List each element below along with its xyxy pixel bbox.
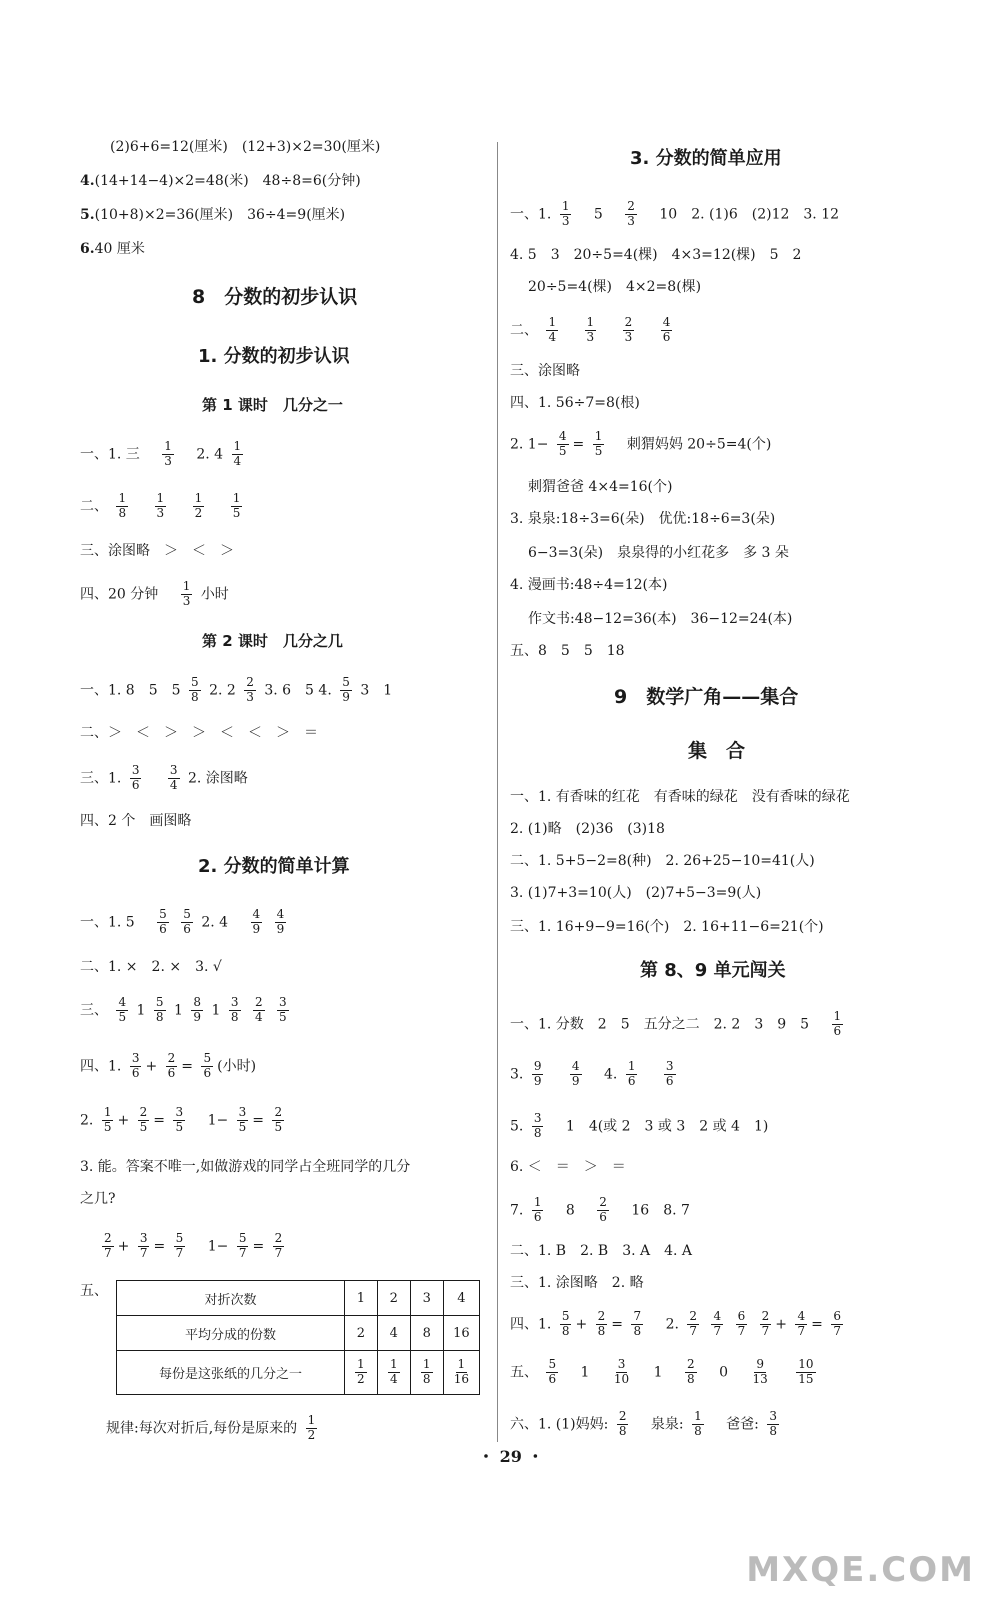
answer-line: 20÷5=4(棵) 4×2=8(棵) bbox=[528, 279, 702, 295]
table-cell: 对折次数 bbox=[117, 1281, 345, 1316]
watermark: MXQE.COM bbox=[746, 1550, 975, 1590]
section-title: 1. 分数的初步认识 bbox=[198, 346, 350, 367]
answer-line: 三、1. 16+9−9=16(个) 2. 16+11−6=21(个) bbox=[510, 919, 824, 935]
table-cell: $\frac{1}{4}$ bbox=[377, 1351, 410, 1395]
section-title: 3. 分数的简单应用 bbox=[630, 148, 782, 169]
answer-line: 一、1. 5 $\frac{5}{6}$ $\frac{5}{6}$ 2. 4 $\frac{4}{9}$ $\frac{4}{9}$ bbox=[80, 907, 285, 936]
answer-line: 6−3=3(朵) 泉泉得的小红花多 多 3 朵 bbox=[528, 545, 789, 561]
answer-line: 2. 1− $\frac{4}{5}$ = $\frac{1}{5}$ 刺猬妈妈 20÷5=4(个) bbox=[510, 429, 772, 458]
answer-line: 一、1. 有香味的红花 有香味的绿花 没有香味的绿花 bbox=[510, 789, 850, 805]
answer-line: 二、＞ ＜ ＞ ＞ ＜ ＜ ＞ ＝ bbox=[80, 725, 318, 741]
answer-line: 规律:每次对折后,每份是原来的 $\frac{1}{2}$ bbox=[106, 1413, 316, 1442]
table-cell: 4 bbox=[377, 1316, 410, 1351]
answer-line: 二、1. B 2. B 3. A 4. A bbox=[510, 1243, 693, 1259]
table-cell: 平均分成的份数 bbox=[117, 1316, 345, 1351]
answer-line: 2. $\frac{1}{5}$ + $\frac{2}{5}$ = $\frac{3}{5}$ 1− $\frac{3}{5}$ = $\frac{2}{5}$ bbox=[80, 1105, 283, 1134]
answer-line: 二、1. × 2. × 3. √ bbox=[80, 959, 222, 975]
table-row bbox=[117, 1316, 480, 1351]
table-cell: 2 bbox=[344, 1316, 377, 1351]
page-number: ・ 29 ・ bbox=[478, 1447, 544, 1466]
answer-line: 4. 漫画书:48÷4=12(本) bbox=[510, 577, 668, 593]
table-cell: 4 bbox=[443, 1281, 479, 1316]
answer-line: 4.(14+14−4)×2=48(米) 48÷8=6(分钟) bbox=[80, 173, 361, 189]
answer-line: 五、8 5 5 18 bbox=[510, 643, 625, 659]
answer-line: 5. $\frac{3}{8}$ 1 4(或 2 3 或 3 2 或 4 1) bbox=[510, 1111, 769, 1140]
answer-line: 三、涂图略 bbox=[510, 363, 580, 379]
answer-line: 三、1. 涂图略 2. 略 bbox=[510, 1275, 644, 1291]
answer-line: 6. ＜ ＝ ＞ ＝ bbox=[510, 1159, 626, 1175]
unit-title: 8 分数的初步认识 bbox=[192, 286, 358, 308]
table-cell: 8 bbox=[410, 1316, 443, 1351]
table-cell: $\frac{1}{2}$ bbox=[344, 1351, 377, 1395]
answer-line: 四、20 分钟 $\frac{1}{3}$ 小时 bbox=[80, 579, 229, 608]
table-cell: 2 bbox=[377, 1281, 410, 1316]
answer-line: 一、1. 分数 2 5 五分之二 2. 2 3 9 5 $\frac{1}{6}$ bbox=[510, 1009, 842, 1038]
answer-line: 作文书:48−12=36(本) 36−12=24(本) bbox=[528, 611, 793, 627]
table-cell: 3 bbox=[410, 1281, 443, 1316]
answer-line: 3. 泉泉:18÷3=6(朵) 优优:18÷6=3(朵) bbox=[510, 511, 776, 527]
lesson-title: 第 2 课时 几分之几 bbox=[202, 632, 343, 650]
answer-line: 一、1. 8 5 5 $\frac{5}{8}$ 2. 2 $\frac{2}{3}$ 3. 6 5 4. $\frac{5}{9}$ 3 1 bbox=[80, 675, 393, 704]
table-row bbox=[117, 1351, 480, 1395]
table-cell: 1 bbox=[344, 1281, 377, 1316]
answer-line: 六、1. (1)妈妈: $\frac{2}{8}$ 泉泉: $\frac{1}{8}$ 爸爸: $\frac{3}{8}$ bbox=[510, 1409, 777, 1438]
answer-line: 四、1. $\frac{5}{8}$ + $\frac{2}{8}$ = $\frac{7}{8}$ 2. $\frac{2}{7}$ $\frac{4}{7}$ $\frac{6}{7}$ $\frac{2}{7}$ + $\frac{4}{7}$ = $\frac{6}{7}$ bbox=[510, 1309, 841, 1338]
answer-line: 5.(10+8)×2=36(厘米) 36÷4=9(厘米) bbox=[80, 207, 346, 223]
answer-line: 一、1. 三 $\frac{1}{3}$ 2. 4 $\frac{1}{4}$ bbox=[80, 439, 242, 468]
answer-line: 之几? bbox=[80, 1191, 116, 1207]
folding-table bbox=[116, 1280, 480, 1395]
answer-line: 三、 $\frac{4}{5}$ 1 $\frac{5}{8}$ 1 $\frac{8}{9}$ 1 $\frac{3}{8}$ $\frac{2}{4}$ $\frac{3}{5}$ bbox=[80, 995, 287, 1024]
answer-line: 四、1. 56÷7=8(根) bbox=[510, 395, 640, 411]
table-cell: $\frac{1}{16}$ bbox=[443, 1351, 479, 1395]
answer-line: 二、 $\frac{1}{8}$ $\frac{1}{3}$ $\frac{1}{2}$ $\frac{1}{5}$ bbox=[80, 491, 241, 520]
answer-line: 6.40 厘米 bbox=[80, 241, 145, 257]
answer-line: $\frac{2}{7}$ + $\frac{3}{7}$ = $\frac{5}{7}$ 1− $\frac{5}{7}$ = $\frac{2}{7}$ bbox=[104, 1231, 283, 1260]
answer-line: 三、1. $\frac{3}{6}$ $\frac{3}{4}$ 2. 涂图略 bbox=[80, 763, 248, 792]
answer-line: 五、 $\frac{5}{6}$ 1 $\frac{3}{10}$ 1 $\frac{2}{8}$ 0 $\frac{9}{13}$ $\frac{10}{15}$ bbox=[510, 1357, 814, 1386]
lesson-title: 第 1 课时 几分之一 bbox=[202, 396, 343, 414]
table-cell: 每份是这张纸的几分之一 bbox=[117, 1351, 345, 1395]
answer-line: 3. $\frac{9}{9}$ $\frac{4}{9}$ 4. $\frac{1}{6}$ $\frac{3}{6}$ bbox=[510, 1059, 674, 1088]
answer-line: 2. (1)略 (2)36 (3)18 bbox=[510, 821, 665, 837]
section-title: 集 合 bbox=[688, 740, 746, 762]
answer-line: 四、2 个 画图略 bbox=[80, 813, 192, 829]
answer-line: (2)6+6=12(厘米) (12+3)×2=30(厘米) bbox=[110, 139, 381, 155]
answer-line: 五、 bbox=[80, 1283, 108, 1299]
table-row bbox=[117, 1281, 480, 1316]
answer-line: 4. 5 3 20÷5=4(棵) 4×3=12(棵) 5 2 bbox=[510, 247, 802, 263]
section-title: 2. 分数的简单计算 bbox=[198, 856, 350, 877]
unit-title: 9 数学广角——集合 bbox=[614, 686, 799, 708]
answer-line: 三、涂图略 ＞ ＜ ＞ bbox=[80, 543, 234, 559]
answer-line: 二、1. 5+5−2=8(种) 2. 26+25−10=41(人) bbox=[510, 853, 815, 869]
answer-line: 四、1. $\frac{3}{6}$ + $\frac{2}{6}$ = $\frac{5}{6}$ (小时) bbox=[80, 1051, 257, 1080]
answer-line: 3. (1)7+3=10(人) (2)7+5−3=9(人) bbox=[510, 885, 762, 901]
table-cell: $\frac{1}{8}$ bbox=[410, 1351, 443, 1395]
answer-line: 二、 $\frac{1}{4}$ $\frac{1}{3}$ $\frac{2}{3}$ $\frac{4}{6}$ bbox=[510, 315, 671, 344]
answer-line: 一、1. $\frac{1}{3}$ 5 $\frac{2}{3}$ 10 2. (1)6 (2)12 3. 12 bbox=[510, 199, 840, 228]
table-cell: 16 bbox=[443, 1316, 479, 1351]
section-title: 第 8、9 单元闯关 bbox=[640, 960, 786, 981]
answer-line: 3. 能。答案不唯一,如做游戏的同学占全班同学的几分 bbox=[80, 1159, 411, 1175]
answer-line: 7. $\frac{1}{6}$ 8 $\frac{2}{6}$ 16 8. 7 bbox=[510, 1195, 690, 1224]
answer-line: 刺猬爸爸 4×4=16(个) bbox=[528, 479, 673, 495]
column-divider bbox=[497, 142, 498, 1442]
